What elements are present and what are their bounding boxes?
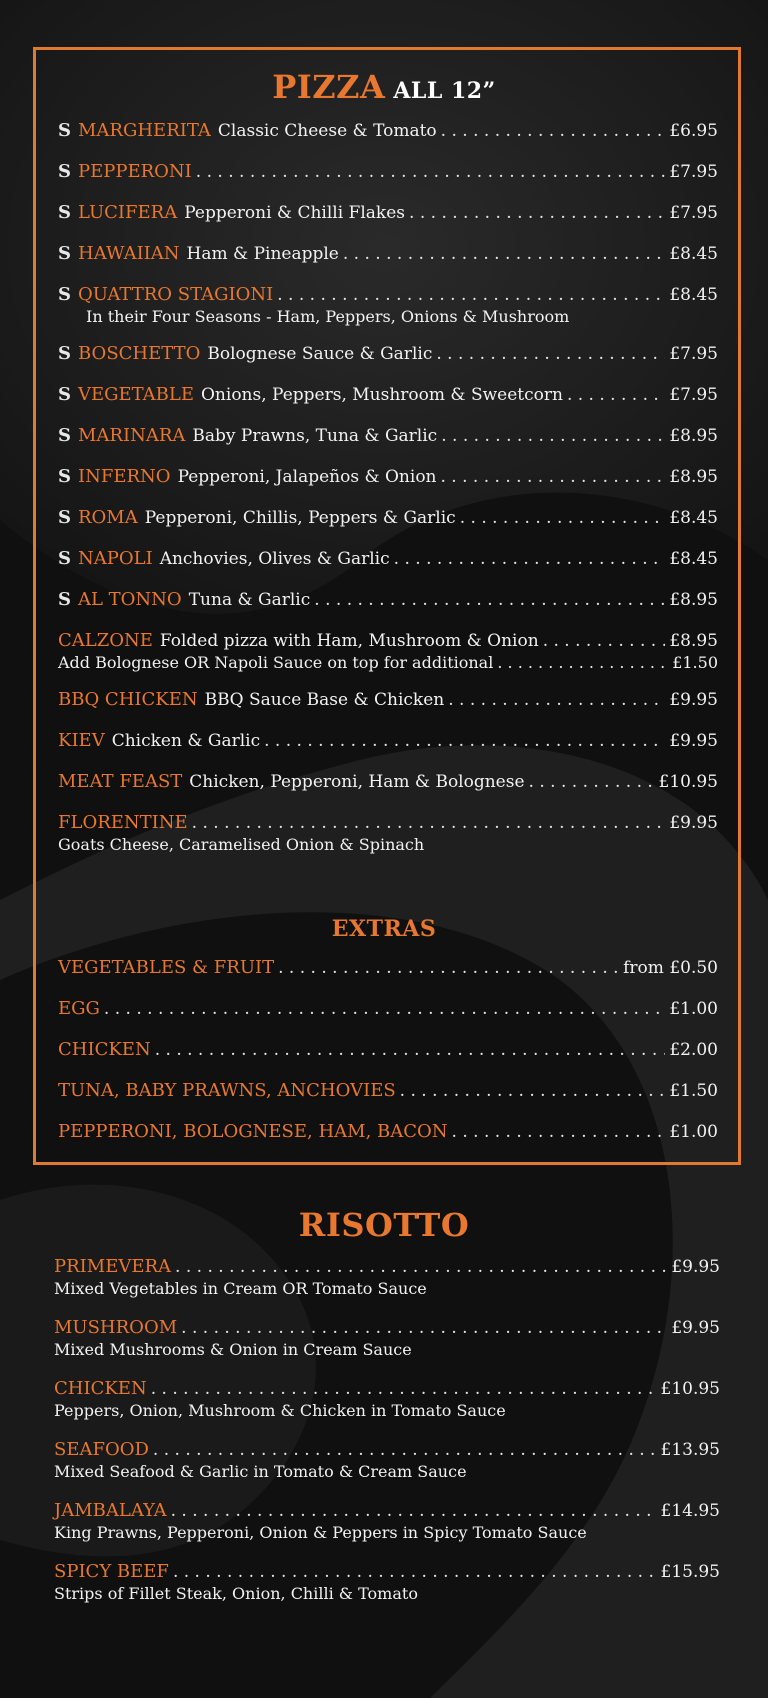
item-price: £1.00 [669, 1122, 718, 1142]
leader-dots [196, 161, 666, 183]
item-name: BOSCHETTO [78, 343, 201, 364]
pizza-item-roma [58, 507, 718, 529]
item-name: CHICKEN [54, 1378, 147, 1399]
item-desc: Chicken, Pepperoni, Ham & Bolognese [189, 772, 525, 792]
leader-dots [277, 284, 665, 306]
item-price: £7.95 [669, 203, 718, 223]
leader-dots [278, 957, 619, 979]
leader-dots [153, 1439, 657, 1461]
item-name: INFERNO [78, 466, 171, 487]
item-note: Mixed Mushrooms & Onion in Cream Sauce [54, 1340, 412, 1359]
item-note: Strips of Fillet Steak, Onion, Chilli & Tomato [54, 1584, 418, 1603]
pizza-subtitle: ALL 12” [393, 78, 496, 104]
leader-dots [441, 425, 665, 447]
spicy-s-icon: S [58, 161, 71, 182]
leader-dots [171, 1500, 657, 1522]
leader-dots [543, 630, 666, 652]
risotto-item [54, 1561, 720, 1605]
leader-dots [175, 1256, 667, 1278]
leader-dots [173, 1561, 657, 1583]
pizza-item-hawaiian [58, 243, 718, 265]
leader-dots [452, 1121, 666, 1143]
item-note-price: £1.50 [672, 653, 718, 672]
item-name: QUATTRO STAGIONI [78, 284, 274, 305]
leader-dots [343, 243, 665, 265]
item-name: FLORENTINE [58, 812, 188, 833]
spicy-s-icon: S [58, 284, 71, 305]
item-price: £8.95 [669, 467, 718, 487]
item-name: NAPOLI [78, 548, 153, 569]
spicy-s-icon: S [58, 466, 71, 487]
item-name: LUCIFERA [78, 202, 178, 223]
item-price: £7.95 [669, 162, 718, 182]
pizza-item-pepperoni [58, 161, 718, 183]
item-desc: Pepperoni & Chilli Flakes [184, 203, 406, 223]
item-price: £9.95 [669, 690, 718, 710]
pizza-item-margherita [58, 120, 718, 142]
item-note: In their Four Seasons - Ham, Peppers, Onions & Mushroom [86, 307, 570, 326]
leader-dots [460, 507, 666, 529]
pizza-item-quattro-stagioni [58, 284, 718, 328]
item-price: £1.00 [669, 999, 718, 1019]
item-note: King Prawns, Pepperoni, Onion & Peppers in Spicy Tomato Sauce [54, 1523, 587, 1542]
item-price: £9.95 [669, 813, 718, 833]
item-desc: Tuna & Garlic [188, 590, 311, 610]
item-desc: Anchovies, Olives & Garlic [159, 549, 390, 569]
spicy-s-icon: S [58, 120, 71, 141]
item-note: Peppers, Onion, Mushroom & Chicken in Tomato Sauce [54, 1401, 506, 1420]
extras-item [58, 1039, 718, 1061]
leader-dots [567, 384, 665, 406]
item-note: Mixed Vegetables in Cream OR Tomato Sauce [54, 1279, 427, 1298]
item-name: MEAT FEAST [58, 771, 183, 792]
item-note: Goats Cheese, Caramelised Onion & Spinach [58, 835, 425, 854]
pizza-item-florentine [58, 812, 718, 856]
pizza-item-al-tonno [58, 589, 718, 611]
item-desc: Classic Cheese & Tomato [217, 121, 437, 141]
pizza-list [58, 120, 718, 871]
leader-dots [436, 343, 665, 365]
item-name: MARINARA [78, 425, 186, 446]
item-price: £9.95 [671, 1257, 720, 1277]
item-desc: Onions, Peppers, Mushroom & Sweetcorn [201, 385, 563, 405]
pizza-item-meat-feast [58, 771, 718, 793]
pizza-item-boschetto [58, 343, 718, 365]
item-price: £2.00 [669, 1040, 718, 1060]
pizza-item-inferno [58, 466, 718, 488]
item-desc: Pepperoni, Chillis, Peppers & Garlic [144, 508, 456, 528]
item-desc: Bolognese Sauce & Garlic [207, 344, 433, 364]
item-name: SEAFOOD [54, 1439, 149, 1460]
item-name: ROMA [78, 507, 138, 528]
item-price: £7.95 [669, 385, 718, 405]
pizza-item-kiev [58, 730, 718, 752]
risotto-item [54, 1378, 720, 1422]
item-name: AL TONNO [78, 589, 182, 610]
pizza-heading [0, 68, 768, 106]
leader-dots [192, 812, 666, 834]
leader-dots [448, 689, 665, 711]
item-price: £10.95 [658, 772, 718, 792]
leader-dots [181, 1317, 667, 1339]
leader-dots [264, 730, 665, 752]
extras-list [58, 957, 718, 1162]
item-name: PEPPERONI [78, 161, 192, 182]
item-price: £8.95 [669, 590, 718, 610]
item-desc: BBQ Sauce Base & Chicken [204, 690, 445, 710]
leader-dots [400, 1080, 666, 1102]
item-price: £8.95 [669, 426, 718, 446]
item-price: £9.95 [671, 1318, 720, 1338]
item-price: £10.95 [660, 1379, 720, 1399]
item-name: VEGETABLE [78, 384, 194, 405]
pizza-title: PIZZA [272, 68, 386, 106]
spicy-s-icon: S [58, 202, 71, 223]
spicy-s-icon: S [58, 384, 71, 405]
pizza-item-napoli [58, 548, 718, 570]
pizza-item-bbq-chicken [58, 689, 718, 711]
item-name: PRIMEVERA [54, 1256, 172, 1277]
item-name: BBQ CHICKEN [58, 689, 198, 710]
leader-dots [529, 771, 655, 793]
spicy-s-icon: S [58, 589, 71, 610]
item-name: KIEV [58, 730, 105, 751]
item-desc: Chicken & Garlic [111, 731, 261, 751]
item-desc: Baby Prawns, Tuna & Garlic [192, 426, 438, 446]
extras-item [58, 1121, 718, 1143]
extras-item [58, 1080, 718, 1102]
item-price: £8.45 [669, 508, 718, 528]
leader-dots [409, 202, 665, 224]
pizza-item-lucifera [58, 202, 718, 224]
item-price: £9.95 [669, 731, 718, 751]
item-note: Add Bolognese OR Napoli Sauce on top for additional [58, 653, 494, 672]
item-price: £8.45 [669, 285, 718, 305]
spicy-s-icon: S [58, 507, 71, 528]
item-desc: Folded pizza with Ham, Mushroom & Onion [159, 631, 539, 651]
pizza-item-calzone [58, 630, 718, 674]
item-name: JAMBALAYA [54, 1500, 167, 1521]
item-price: £7.95 [669, 344, 718, 364]
item-note: Mixed Seafood & Garlic in Tomato & Cream Sauce [54, 1462, 467, 1481]
item-price: £14.95 [660, 1501, 720, 1521]
item-price: £8.45 [669, 549, 718, 569]
leader-dots [441, 466, 666, 488]
item-price: £13.95 [660, 1440, 720, 1460]
item-name: VEGETABLES & FRUIT [58, 957, 275, 978]
pizza-item-marinara [58, 425, 718, 447]
item-name: SPICY BEEF [54, 1561, 169, 1582]
item-price: from £0.50 [623, 958, 718, 978]
leader-dots [441, 120, 666, 142]
risotto-item [54, 1439, 720, 1483]
item-name: CHICKEN [58, 1039, 151, 1060]
leader-dots [155, 1039, 666, 1061]
item-price: £15.95 [660, 1562, 720, 1582]
item-name: TUNA, BABY PRAWNS, ANCHOVIES [58, 1080, 396, 1101]
spicy-s-icon: S [58, 343, 71, 364]
risotto-item [54, 1317, 720, 1361]
spicy-s-icon: S [58, 548, 71, 569]
spicy-s-icon: S [58, 243, 71, 264]
spicy-s-icon: S [58, 425, 71, 446]
leader-dots [394, 548, 666, 570]
item-name: MUSHROOM [54, 1317, 178, 1338]
item-price: £8.45 [669, 244, 718, 264]
extras-item [58, 957, 718, 979]
risotto-title: RISOTTO [298, 1206, 470, 1244]
item-name: CALZONE [58, 630, 153, 651]
leader-dots [104, 998, 665, 1020]
item-price: £6.95 [669, 121, 718, 141]
item-price: £1.50 [669, 1081, 718, 1101]
item-name: HAWAIIAN [78, 243, 180, 264]
leader-dots [151, 1378, 657, 1400]
pizza-item-vegetable [58, 384, 718, 406]
item-name: EGG [58, 998, 100, 1019]
risotto-item [54, 1256, 720, 1300]
item-name: PEPPERONI, BOLOGNESE, HAM, BACON [58, 1121, 448, 1142]
extras-item [58, 998, 718, 1020]
item-price: £8.95 [669, 631, 718, 651]
item-name: MARGHERITA [78, 120, 211, 141]
extras-title: EXTRAS [331, 916, 437, 942]
item-desc: Pepperoni, Jalapeños & Onion [177, 467, 437, 487]
leader-dots [314, 589, 665, 611]
item-desc: Ham & Pineapple [186, 244, 339, 264]
leader-dots [497, 652, 668, 674]
risotto-list [54, 1256, 720, 1622]
risotto-item [54, 1500, 720, 1544]
